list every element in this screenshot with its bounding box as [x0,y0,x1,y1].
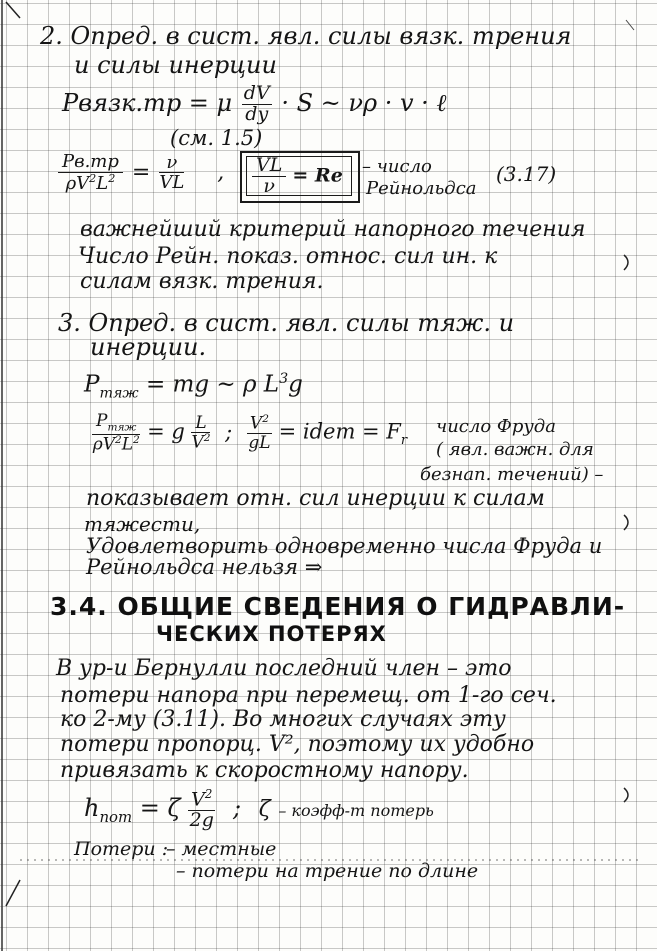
text-line-7: Рейнольдса нельзя ⇒ [86,555,323,579]
text-line-4: показывает отн. сил инерции к силам [86,486,545,511]
text-line-5: тяжести, [84,512,201,536]
reynolds-number-formula: $\frac{VL}{\nu}$ = Re [252,156,343,197]
text-line-1: важнейший критерий напорного течения [80,217,586,242]
section-2-heading-line-1: 2. Опред. в сист. явл. силы вязк. трения [40,22,572,50]
losses-label: Потери : [74,838,169,860]
text-line-10: ко 2-му (3.11). Во многих случаях эту [60,707,506,732]
section-2-heading-line-2: и силы инерции [74,51,277,79]
gravity-inertia-ratio-formula: $P_{тяж}$ $\rho V^2L^2$ = g $\frac{L}{V^2}$ ; $\frac{V^2}{gL}$ = idem = $F_r$ [92,411,408,455]
text-line-6: Удовлетворить одновременно числа Фруда и [86,534,603,558]
losses-item-2: – потери на трение по длине [176,860,479,882]
froude-label-line-1: число Фруда [436,416,556,437]
equation-number-3-17: (3.17) [496,162,557,186]
gravity-force-formula: $P_{тяж}$ = mg ~ ρ $L^3g$ [84,371,303,402]
text-line-8: В ур-и Бернулли последний член – это [56,656,512,681]
reynolds-label-line-1: – число [362,156,432,177]
text-line-11: потери пропорц. V², поэтому их удобно [60,732,535,757]
losses-item-1: – местные [166,838,277,860]
froude-label-line-2: ( явл. важн. для [436,439,594,460]
viscous-force-formula: Pвязк.тр = μ $\frac{dV}{dy}$ · S ~ νρ · v · ℓ [62,82,447,125]
text-line-2: Число Рейн. показ. относ. сил ин. к [78,244,498,269]
section-3-heading-line-2: инерции. [90,333,207,361]
section-3-heading-line-1: 3. Опред. в сист. явл. силы тяж. и [58,309,515,337]
section-3-4-heading-line-1: 3.4. ОБЩИЕ СВЕДЕНИЯ О ГИДРАВЛИ- [50,592,626,621]
head-loss-formula: $h_{пот} = \zeta$ $\frac{V^2}{2g}$ ; ζ – коэфф-т потерь [84,787,434,832]
froude-label-line-3: безнап. течений) – [420,464,604,485]
text-line-3: силам вязк. трения. [80,269,324,294]
text-line-12: привязать к скоростному напору. [60,758,469,783]
reference-note: (см. 1.5) [170,126,263,150]
text-line-9: потери напора при перемещ. от 1-го сеч. [60,683,557,708]
force-ratio-formula: Pв.тр $\rho V^2L^2$ = $\frac{\nu}{VL}$ , [58,152,224,194]
section-3-4-heading-line-2: ЧЕСКИХ ПОТЕРЯХ [156,622,387,646]
reynolds-label-line-2: Рейнольдса [366,178,477,199]
